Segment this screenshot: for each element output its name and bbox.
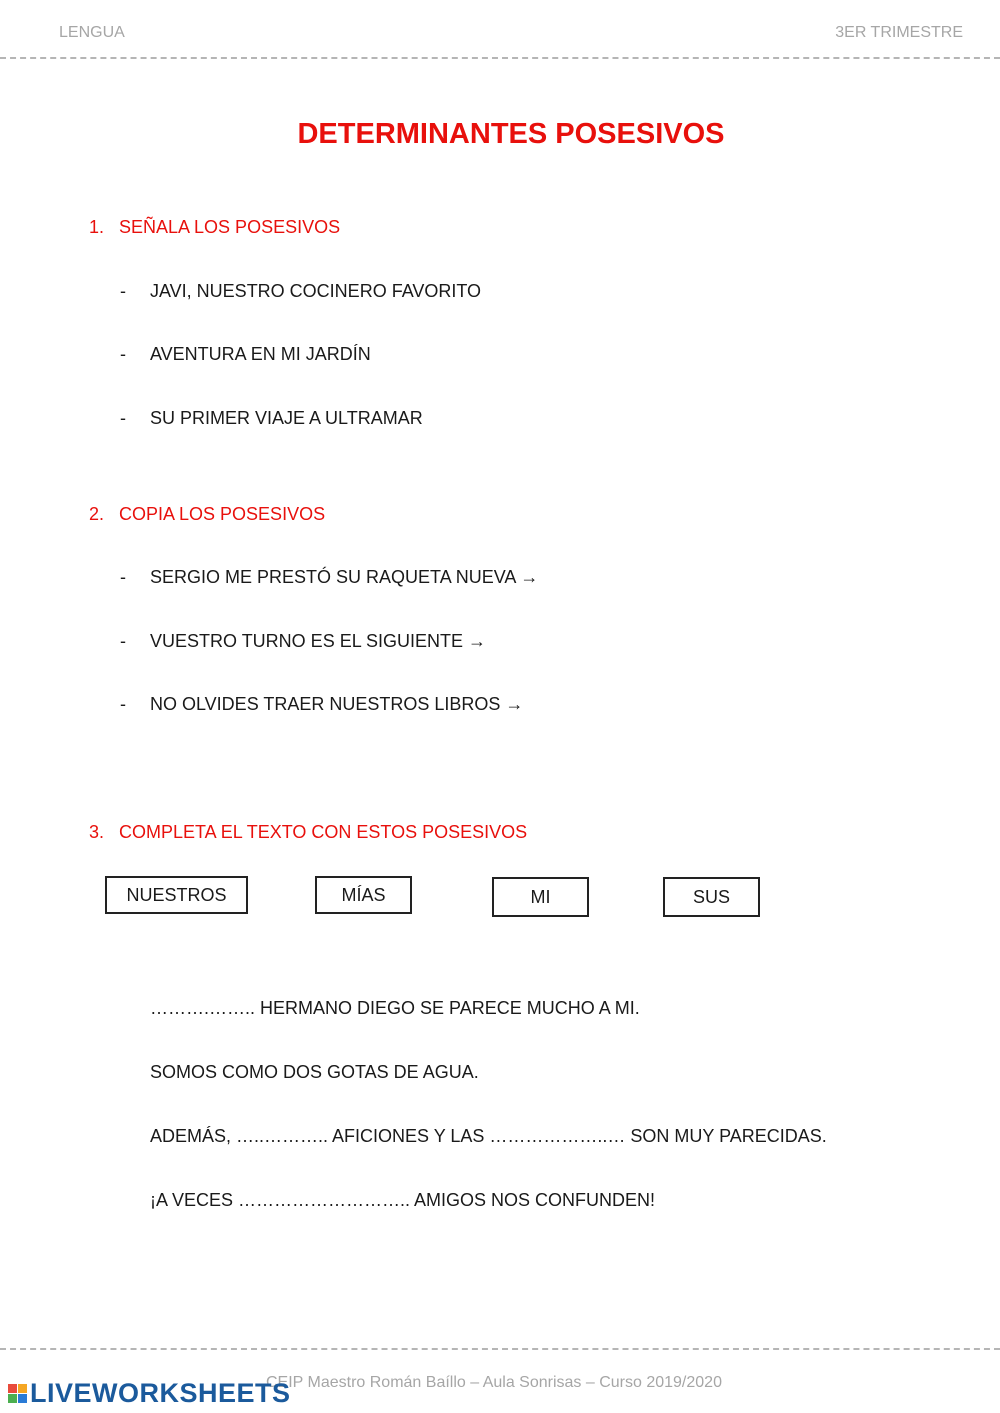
list-item: - AVENTURA EN MI JARDÍN [120, 344, 371, 364]
word-bank-nuestros[interactable]: NUESTROS [105, 876, 248, 914]
list-item: - VUESTRO TURNO ES EL SIGUIENTE → [120, 631, 487, 651]
header-divider [0, 57, 1000, 59]
header-term: 3ER TRIMESTRE [835, 24, 963, 41]
text-line-1: ……….…….. HERMANO DIEGO SE PARECE MUCHO A MI. [150, 998, 640, 1018]
page-title: DETERMINANTES POSESIVOS [297, 118, 725, 150]
header-subject: LENGUA [59, 24, 125, 41]
text-line-3: ADEMÁS, …..……….. AFICIONES Y LAS ………………..… SON MUY PARECIDAS. [150, 1126, 827, 1146]
section-title: COMPLETA EL TEXTO CON ESTOS POSESIVOS [119, 822, 528, 842]
section-2-heading [89, 504, 325, 525]
section-title: SEÑALA LOS POSESIVOS [119, 217, 341, 237]
word-bank-sus[interactable]: SUS [663, 877, 760, 917]
list-item: - SU PRIMER VIAJE A ULTRAMAR [120, 408, 423, 428]
section-3-heading [89, 822, 527, 843]
section-number: 2. [89, 504, 105, 524]
text-line-4: ¡A VECES ……………………….. AMIGOS NOS CONFUNDEN! [150, 1190, 656, 1210]
list-item: - JAVI, NUESTRO COCINERO FAVORITO [120, 281, 482, 301]
section-number: 3. [89, 822, 105, 842]
logo-icon [8, 1384, 27, 1403]
list-item: - NO OLVIDES TRAER NUESTROS LIBROS → [120, 694, 524, 714]
word-bank-mias[interactable]: MÍAS [315, 876, 412, 914]
section-number: 1. [89, 217, 105, 237]
footer-divider [0, 1348, 1000, 1350]
section-1-heading [89, 217, 340, 238]
word-bank-mi[interactable]: MI [492, 877, 589, 917]
liveworksheets-logo: LIVEWORKSHEETS [30, 1378, 291, 1408]
footer-text: CEIP Maestro Román Baíllo – Aula Sonrisas – Curso 2019/2020 [266, 1374, 722, 1391]
text-line-2: SOMOS COMO DOS GOTAS DE AGUA. [150, 1062, 479, 1082]
list-item: - SERGIO ME PRESTÓ SU RAQUETA NUEVA → [120, 567, 539, 587]
section-title: COPIA LOS POSESIVOS [119, 504, 326, 524]
